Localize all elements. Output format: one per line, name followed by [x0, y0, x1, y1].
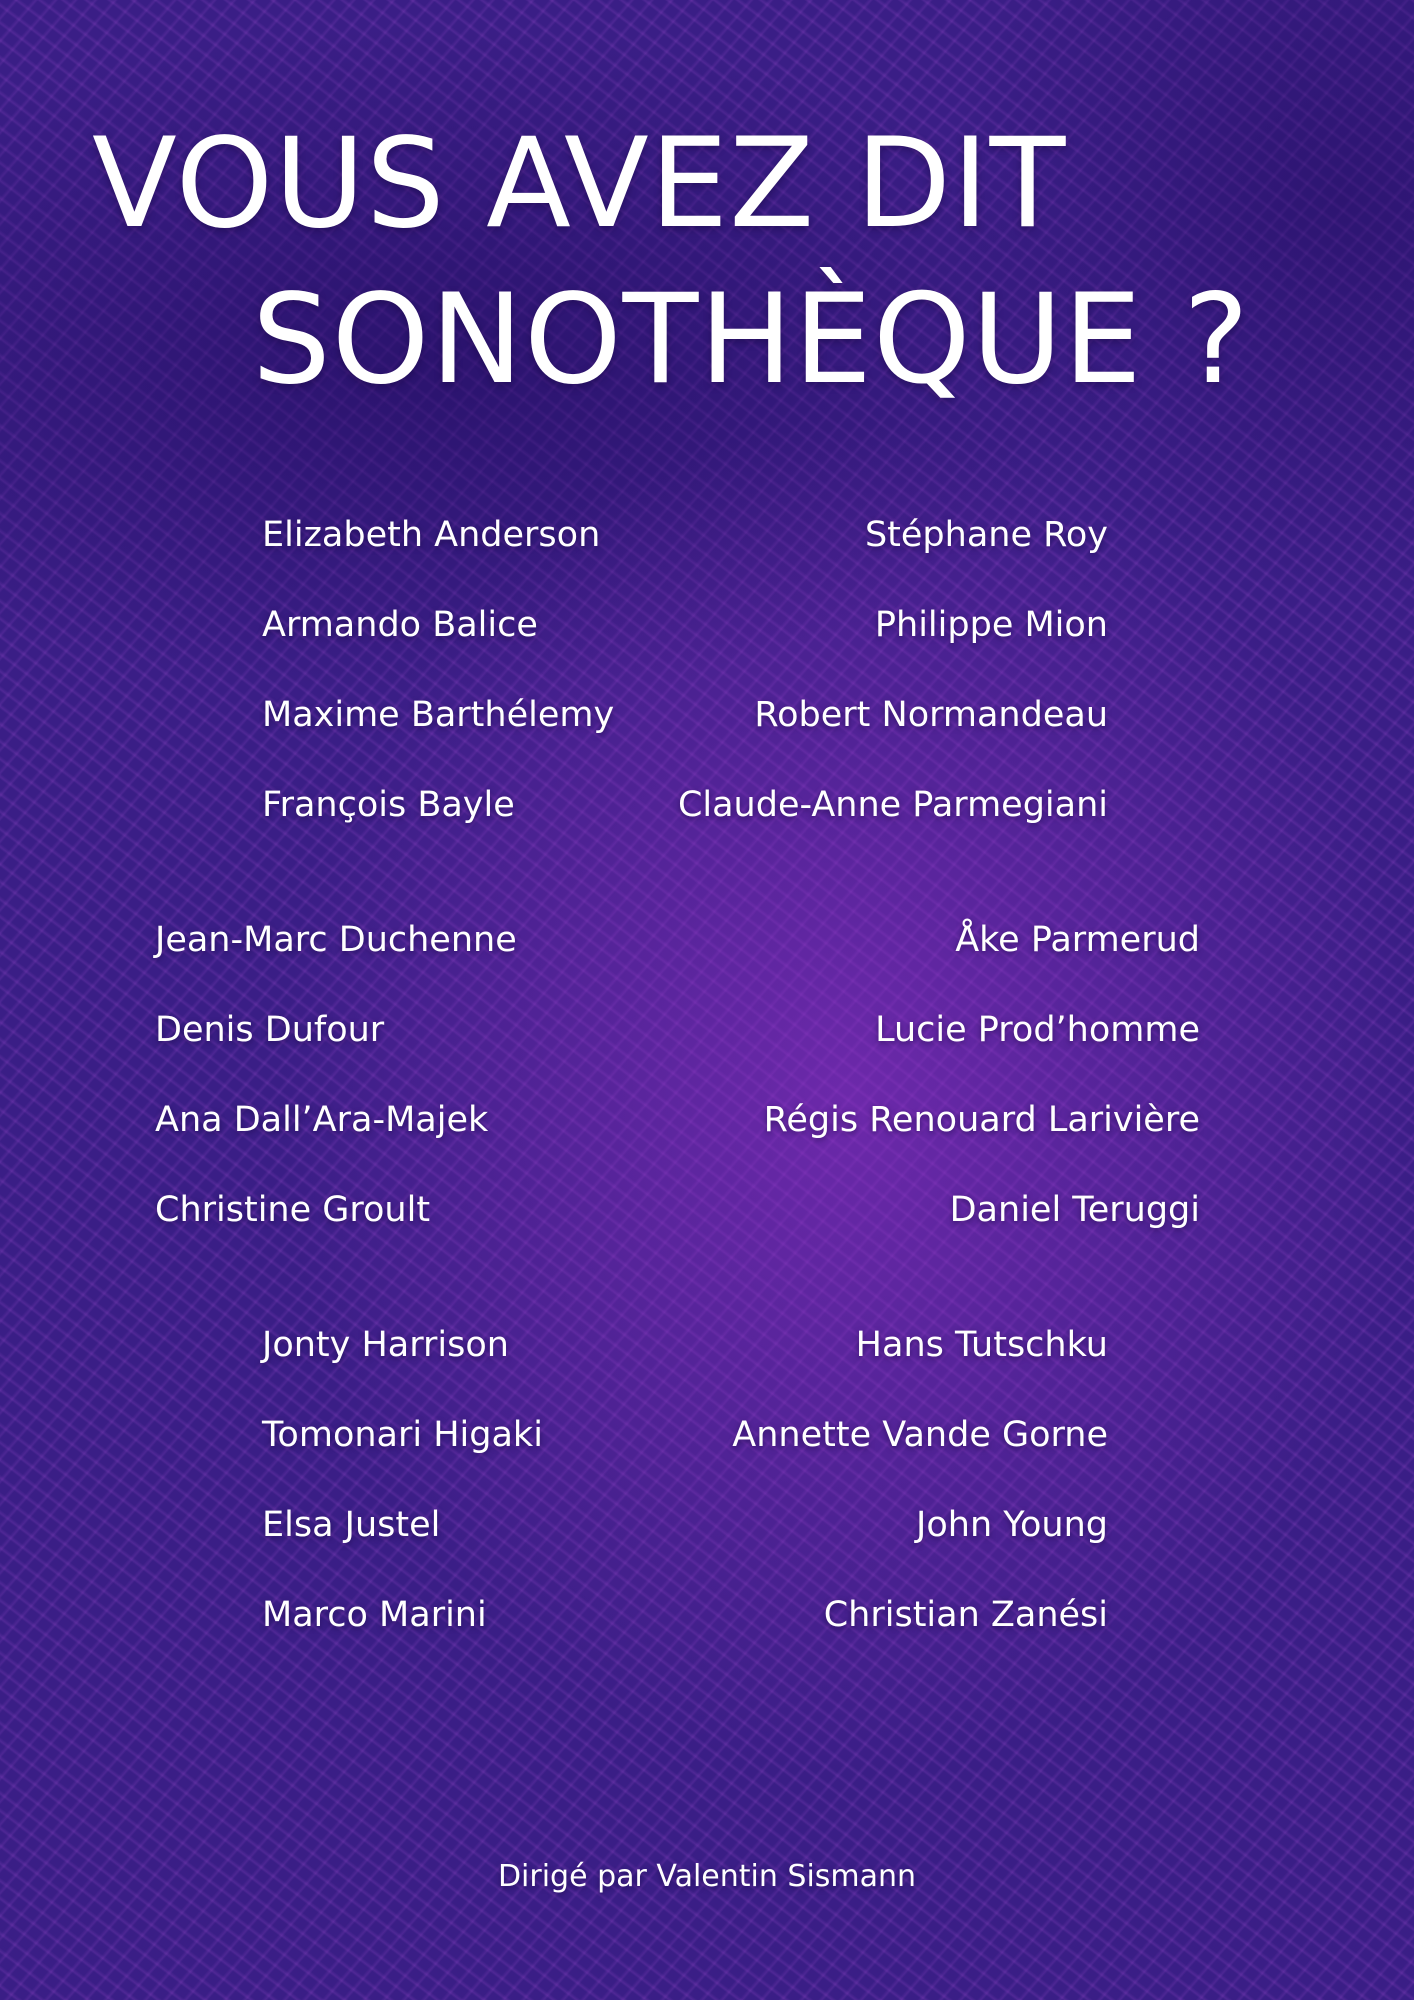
name-right: Åke Parmerud [955, 920, 1200, 960]
director-credit: Dirigé par Valentin Sismann [497, 1859, 917, 1894]
name-right: Daniel Teruggi [949, 1190, 1200, 1230]
name-left: François Bayle [262, 785, 515, 825]
name-left: Marco Marini [262, 1595, 487, 1635]
name-left: Jonty Harrison [262, 1325, 509, 1365]
name-right: John Young [916, 1505, 1108, 1545]
name-right: Lucie Prod’homme [875, 1010, 1200, 1050]
name-right: Régis Renouard Larivière [763, 1100, 1200, 1140]
name-right: Christian Zanési [823, 1595, 1108, 1635]
title-line-2: SONOTHÈQUE ? [252, 268, 1250, 412]
name-right: Claude-Anne Parmegiani [677, 785, 1108, 825]
name-left: Tomonari Higaki [262, 1415, 543, 1455]
name-right: Philippe Mion [874, 605, 1108, 645]
name-right: Stéphane Roy [864, 515, 1108, 555]
name-left: Christine Groult [155, 1190, 431, 1230]
name-left: Elsa Justel [262, 1505, 441, 1545]
title-line-1: VOUS AVEZ DIT [92, 112, 1067, 256]
name-right: Hans Tutschku [855, 1325, 1108, 1365]
name-left: Ana Dall’Ara-Majek [155, 1100, 489, 1140]
name-right: Annette Vande Gorne [732, 1415, 1108, 1455]
name-right: Robert Normandeau [754, 695, 1108, 735]
name-left: Armando Balice [262, 605, 538, 645]
name-left: Elizabeth Anderson [262, 515, 601, 555]
name-left: Denis Dufour [155, 1010, 385, 1050]
name-left: Jean-Marc Duchenne [155, 920, 517, 960]
name-left: Maxime Barthélemy [262, 695, 615, 735]
